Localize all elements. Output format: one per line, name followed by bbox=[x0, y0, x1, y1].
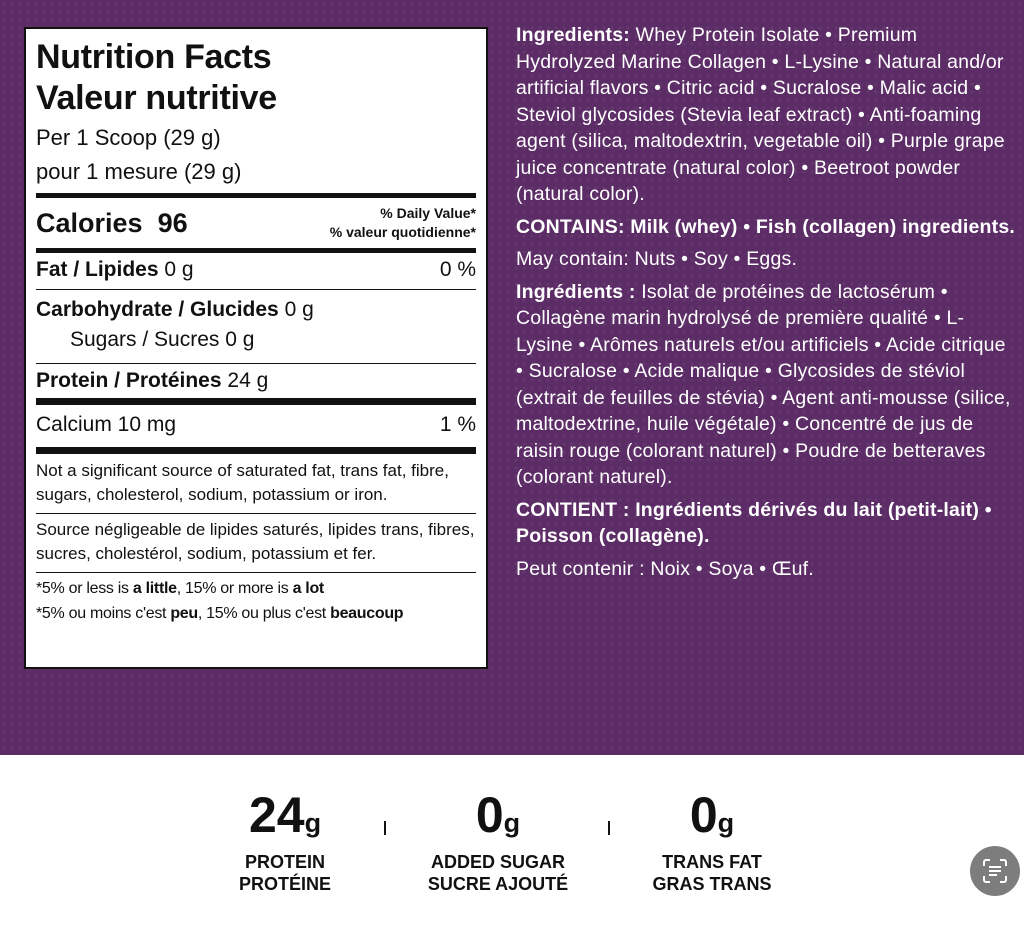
calories-label: Calories bbox=[36, 207, 143, 238]
footnote-en bbox=[36, 576, 476, 601]
daily-value-header bbox=[330, 204, 476, 242]
nutrition-title-fr: Valeur nutritive bbox=[36, 79, 277, 117]
divider-thick bbox=[36, 447, 476, 454]
fat-amount: 0 g bbox=[164, 258, 194, 281]
ingredients-en-text: Whey Protein Isolate • Premium Hydrolyzed Marine Collagen • L-Lysine • Natural and/or artificial flavors • Citric acid • Sucralose • Malic acid • Steviol glycosides (Stevia leaf extract) • Anti-foaming agent (silica, maltodextrin, vegetable oil) • Purple grape juice concentrate (natural color) • Beetroot powder (natural color). bbox=[516, 24, 1005, 205]
stats-bar bbox=[0, 755, 1024, 945]
calories-value: 96 bbox=[157, 207, 188, 238]
separator-line bbox=[608, 821, 610, 835]
note-fr: Source négligeable de lipides saturés, lipides trans, fibres, sucres, cholestérol, sodium, potassium et fer. bbox=[36, 520, 475, 563]
stat-label-fr: PROTÉINE bbox=[238, 874, 331, 894]
stat-value bbox=[210, 787, 360, 851]
divider-thin bbox=[36, 513, 476, 514]
footnote-text: peu bbox=[170, 605, 198, 622]
protein-label: Protein / Protéines bbox=[36, 369, 222, 392]
footnote-text: a little bbox=[132, 580, 177, 597]
ingredients-en-label: Ingredients: bbox=[516, 24, 630, 46]
calcium-dv: 1 % bbox=[439, 413, 476, 436]
daily-value-en: % Daily Value* bbox=[380, 205, 476, 221]
stat-value bbox=[408, 787, 588, 851]
calories-text bbox=[36, 208, 188, 239]
footnote-text: *5% or less is bbox=[36, 580, 133, 597]
nutrition-title-en: Nutrition Facts bbox=[36, 38, 272, 76]
ingredients-fr bbox=[516, 279, 1016, 491]
separator-line bbox=[384, 821, 386, 835]
sugars-text: Sugars / Sucres 0 g bbox=[70, 328, 255, 351]
fat-label: Fat / Lipides bbox=[36, 258, 159, 281]
footnote-text: *5% ou moins c'est bbox=[36, 605, 171, 622]
carb-label: Carbohydrate / Glucides bbox=[36, 298, 279, 321]
serving-size-fr: pour 1 mesure (29 g) bbox=[36, 159, 242, 184]
divider-thin bbox=[36, 289, 476, 290]
contains-en: CONTAINS: Milk (whey) • Fish (collagen) ingredients. bbox=[516, 215, 1015, 238]
fat-row bbox=[36, 253, 476, 287]
stat-value bbox=[632, 787, 792, 851]
sugars-row bbox=[36, 327, 476, 353]
divider-thin bbox=[36, 572, 476, 573]
calcium-row bbox=[36, 405, 476, 445]
fat-dv: 0 % bbox=[439, 258, 476, 281]
footnote-text: , 15% ou plus c'est bbox=[197, 605, 331, 622]
stat-unit: g bbox=[503, 808, 521, 838]
scan-text-icon bbox=[982, 858, 1008, 884]
stat-added-sugar bbox=[408, 787, 588, 895]
carbohydrate-row bbox=[36, 293, 476, 327]
calories-row bbox=[36, 198, 476, 248]
ingredients-fr-label: Ingrédients : bbox=[516, 280, 636, 303]
stat-protein bbox=[210, 787, 360, 895]
daily-value-fr: % valeur quotidienne* bbox=[329, 224, 476, 240]
scan-text-button[interactable] bbox=[970, 846, 1020, 896]
stat-number: 0 bbox=[475, 787, 504, 843]
calcium-text: Calcium 10 mg bbox=[36, 413, 177, 436]
stat-label-fr: SUCRE AJOUTÉ bbox=[427, 874, 569, 894]
stat-unit: g bbox=[717, 808, 735, 838]
protein-amount: 24 g bbox=[227, 369, 269, 392]
carb-amount: 0 g bbox=[284, 298, 314, 321]
ingredients-column bbox=[516, 22, 1016, 588]
divider-thick bbox=[36, 398, 476, 405]
protein-row bbox=[36, 364, 476, 398]
ingredients-en bbox=[516, 22, 1016, 208]
stat-label-en: TRANS FAT bbox=[662, 852, 762, 872]
stat-label-en: ADDED SUGAR bbox=[430, 852, 565, 872]
stat-unit: g bbox=[304, 808, 322, 838]
footnote-text: beaucoup bbox=[330, 605, 404, 622]
stat-label-fr: GRAS TRANS bbox=[652, 874, 772, 894]
stat-number: 0 bbox=[689, 787, 718, 843]
stat-trans-fat bbox=[632, 787, 792, 895]
footnote-text: , 15% or more is bbox=[176, 580, 293, 597]
ingredients-fr-text: Isolat de protéines de lactosérum • Collagène marin hydrolysé de première qualité • L-Lysine • Arômes naturels et/ou artificiels • Acide citrique • Sucralose • Acide malique • Glycosides de stéviol (extrait de feuilles de stévia) • Agent anti-mousse (silice, maltodextrine, huile végétale) • Concentré de jus de raisin rouge (colorant naturel) • Poudre de betteraves (colorant naturel). bbox=[516, 280, 1011, 488]
serving-size-en: Per 1 Scoop (29 g) bbox=[36, 125, 221, 150]
may-contain-fr: Peut contenir : Noix • Soya • Œuf. bbox=[516, 557, 814, 580]
contains-fr: CONTIENT : Ingrédients dérivés du lait (petit-lait) • Poisson (collagène). bbox=[516, 498, 992, 547]
footnote-text: a lot bbox=[292, 580, 324, 597]
footnote-fr bbox=[36, 601, 476, 626]
stat-label-en: PROTEIN bbox=[244, 852, 325, 872]
note-en: Not a significant source of saturated fat, trans fat, fibre, sugars, cholesterol, sodium, potassium or iron. bbox=[36, 461, 449, 504]
nutrition-facts-table bbox=[24, 27, 488, 669]
may-contain-en: May contain: Nuts • Soy • Eggs. bbox=[516, 248, 798, 270]
stat-number: 24 bbox=[248, 787, 305, 843]
